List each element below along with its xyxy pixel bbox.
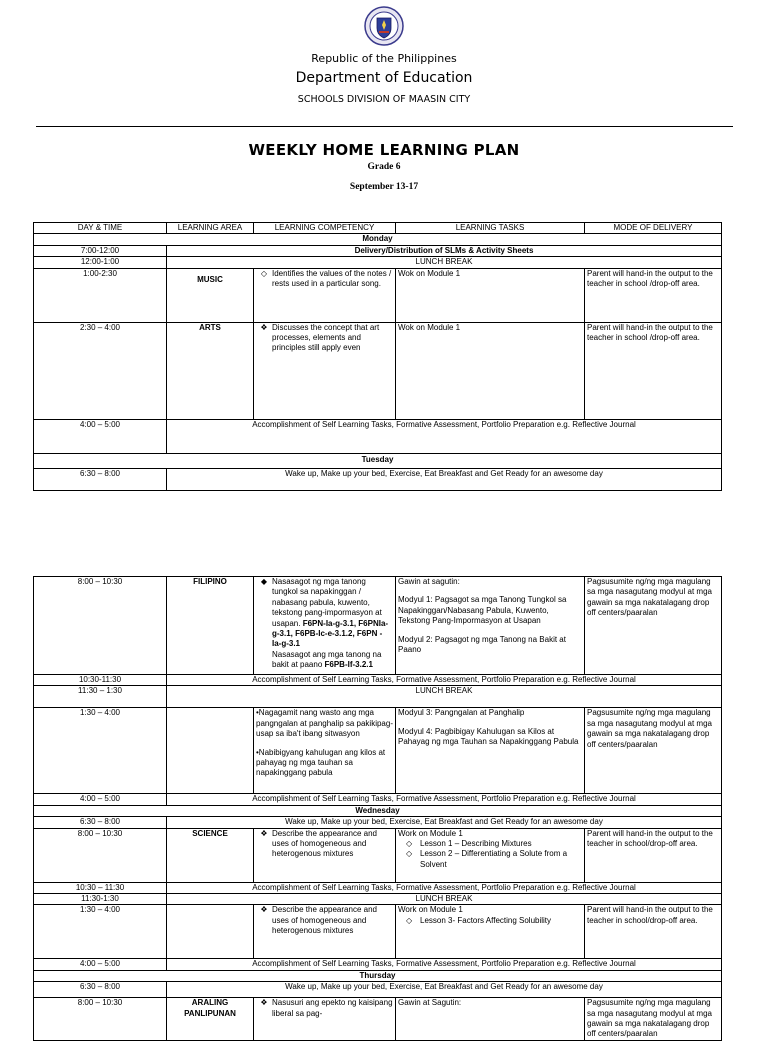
day-label: Thursday <box>34 970 722 981</box>
header-divider <box>36 126 733 127</box>
time-cell: 6:30 – 8:00 <box>34 468 167 490</box>
time-cell: 11:30 – 1:30 <box>34 686 167 708</box>
learning-area: ARTS <box>167 322 254 419</box>
bullet-icon: ❖ <box>260 998 268 1008</box>
bullet-icon: ◆ <box>260 577 268 586</box>
time-cell: 6:30 – 8:00 <box>34 817 167 828</box>
competency-cell: ❖ Discusses the concept that art processes, elements and principles still apply even <box>254 322 396 419</box>
competency-cell: ❖ Describe the appearance and uses of homogeneous and heterogenous mixtures <box>254 905 396 959</box>
list-item: ◇ Lesson 3- Factors Affecting Solubility <box>412 916 582 926</box>
learning-area <box>167 708 254 794</box>
division-text: SCHOOLS DIVISION OF MAASIN CITY <box>297 94 471 105</box>
bullet-icon: ◇ <box>260 268 268 278</box>
table-row <box>34 893 722 904</box>
time-cell: 7:00-12:00 <box>34 245 167 256</box>
time-cell: 12:00-1:00 <box>34 257 167 268</box>
delivery-cell: Parent will hand-in the output to the teacher in school /drop-off area. <box>585 268 722 322</box>
learning-area: SCIENCE <box>167 828 254 882</box>
learning-area: ARALING PANLIPUNAN <box>167 998 254 1041</box>
day-row <box>34 970 722 981</box>
activity-cell: Wake up, Make up your bed, Exercise, Eat Breakfast and Get Ready for an awesome day <box>167 982 722 998</box>
activity-cell: Accomplishment of Self Learning Tasks, Formative Assessment, Portfolio Preparation e.g. Reflective Journal <box>167 882 722 893</box>
table-row <box>34 828 722 882</box>
table-row <box>34 959 722 970</box>
competency-cell: ❖ Describe the appearance and uses of homogeneous and heterogenous mixtures <box>254 828 396 882</box>
republic-text: Republic of the Philippines <box>311 52 457 65</box>
time-cell: 2:30 – 4:00 <box>34 322 167 419</box>
day-row <box>34 805 722 816</box>
table-row <box>34 708 722 794</box>
activity-cell: LUNCH BREAK <box>167 257 722 268</box>
competency-cell: ❖ Nasusuri ang epekto ng kaisipang liberal sa pag- <box>254 998 396 1041</box>
table-row <box>34 257 722 268</box>
col-header: LEARNING COMPETENCY <box>254 223 396 234</box>
col-header: LEARNING TASKS <box>396 223 585 234</box>
time-cell: 4:00 – 5:00 <box>34 419 167 453</box>
time-cell: 10:30 – 11:30 <box>34 882 167 893</box>
competency-cell: •Nagagamit nang wasto ang mga pangngalan at panghalip sa pakikipag-usap sa iba't ibang sitwasyon •Nabibigyang kahulugan ang kilos at pahayag ng mga tauhan sa napakinggang pabula <box>254 708 396 794</box>
col-header: DAY & TIME <box>34 223 167 234</box>
time-cell: 8:00 – 10:30 <box>34 998 167 1041</box>
task-cell: Modyul 3: Pangngalan at Panghalip Modyul 4: Pagbibigay Kahulugan sa Kilos at Pahayag ng mga Tauhan sa Napakinggang Pabula <box>396 708 585 794</box>
learning-area: MUSIC <box>167 268 254 322</box>
task-cell: Wok on Module 1 <box>396 268 585 322</box>
delivery-cell: Parent will hand-in the output to the teacher in school/drop-off area. <box>585 905 722 959</box>
delivery-cell: Pagsusumite ng/ng mga magulang sa mga nasagutang modyul at mga gawain sa mga nakatalagang drop off centers/paaralan <box>585 998 722 1041</box>
bullet-icon: ❖ <box>260 905 268 915</box>
plan-table-2 <box>33 576 722 1041</box>
table-row <box>34 419 722 453</box>
learning-area <box>167 905 254 959</box>
task-cell: Wok on Module 1 <box>396 322 585 419</box>
time-cell: 1:00-2:30 <box>34 268 167 322</box>
time-cell: 4:00 – 5:00 <box>34 959 167 970</box>
time-cell: 1:30 – 4:00 <box>34 708 167 794</box>
table-row <box>34 817 722 828</box>
bullet-icon: ❖ <box>260 828 268 838</box>
activity-cell: Accomplishment of Self Learning Tasks, Formative Assessment, Portfolio Preparation e.g. Reflective Journal <box>167 419 722 453</box>
department-text: Department of Education <box>295 70 473 86</box>
competency-cell: ◆ Nasasagot ng mga tanong tungkol sa napakinggan / nabasang pabula, kuwento, tekstong pang-impormasyon at usapan. F6PN-Ia-g-3.1, F6PNIa-g-3.1, F6PB-Ic-e-3.1.2, F6PN - Ia-g-3.1 Nasasagot ang mga tanong na bakit at paano F6PB-If-3.2.1 <box>254 577 396 675</box>
activity-cell: Accomplishment of Self Learning Tasks, Formative Assessment, Portfolio Preparation e.g. Reflective Journal <box>167 794 722 805</box>
task-cell: Work on Module 1 ◇ Lesson 3- Factors Affecting Solubility <box>396 905 585 959</box>
time-cell: 10:30-11:30 <box>34 675 167 686</box>
learning-area: FILIPINO <box>167 577 254 675</box>
activity-cell: Accomplishment of Self Learning Tasks, Formative Assessment, Portfolio Preparation e.g. Reflective Journal <box>167 675 722 686</box>
day-label: Monday <box>34 234 722 245</box>
table-row <box>34 468 722 490</box>
activity-cell: Accomplishment of Self Learning Tasks, Formative Assessment, Portfolio Preparation e.g. Reflective Journal <box>167 959 722 970</box>
list-item: ◇ Lesson 1 – Describing Mixtures <box>412 839 582 849</box>
deped-seal <box>364 6 404 46</box>
activity-cell: Wake up, Make up your bed, Exercise, Eat Breakfast and Get Ready for an awesome day <box>167 468 722 490</box>
delivery-cell: Parent will hand-in the output to the teacher in school/drop-off area. <box>585 828 722 882</box>
page-title: WEEKLY HOME LEARNING PLAN <box>248 141 520 159</box>
day-row <box>34 234 722 245</box>
delivery-cell: Parent will hand-in the output to the teacher in school /drop-off area. <box>585 322 722 419</box>
table-row <box>34 268 722 322</box>
col-header: LEARNING AREA <box>167 223 254 234</box>
time-cell: 11:30-1:30 <box>34 893 167 904</box>
delivery-cell: Pagsusumite ng/ng mga magulang sa mga nasagutang modyul at mga gawain sa mga nakatalagang drop off centers/paaralan <box>585 577 722 675</box>
day-label: Tuesday <box>34 453 722 468</box>
table-row <box>34 322 722 419</box>
activity-cell: LUNCH BREAK <box>167 686 722 708</box>
delivery-cell: Pagsusumite ng/ng mga magulang sa mga nasagutang modyul at mga gawain sa mga nakatalagang drop off centers/paaralan <box>585 708 722 794</box>
table-header-row <box>34 223 722 234</box>
time-cell: 1:30 – 4:00 <box>34 905 167 959</box>
task-cell: Gawin at sagutin: Modyul 1: Pagsagot sa mga Tanong Tungkol sa Napakinggan/Nabasang Pabula, Kuwento, Tekstong Pang-Impormasyon at Usapan Modyul 2: Pagsagot ng mga Tanong na Bakit at Paano <box>396 577 585 675</box>
col-header: MODE OF DELIVERY <box>585 223 722 234</box>
plan-table-1 <box>33 222 722 491</box>
day-label: Wednesday <box>34 805 722 816</box>
date-label: September 13-17 <box>349 182 419 192</box>
time-cell: 8:00 – 10:30 <box>34 828 167 882</box>
table-row <box>34 577 722 675</box>
table-row <box>34 905 722 959</box>
time-cell: 6:30 – 8:00 <box>34 982 167 998</box>
activity-cell: LUNCH BREAK <box>167 893 722 904</box>
table-row <box>34 998 722 1041</box>
grade-label: Grade 6 <box>367 162 401 172</box>
task-cell: Work on Module 1 ◇ Lesson 1 – Describing Mixtures ◇ Lesson 2 – Differentiating a Solute from a Solvent <box>396 828 585 882</box>
table-row <box>34 982 722 998</box>
time-cell: 4:00 – 5:00 <box>34 794 167 805</box>
activity-cell: Wake up, Make up your bed, Exercise, Eat Breakfast and Get Ready for an awesome day <box>167 817 722 828</box>
bullet-icon: ❖ <box>260 322 268 332</box>
activity-cell: Delivery/Distribution of SLMs & Activity Sheets <box>167 245 722 256</box>
day-row <box>34 453 722 468</box>
table-row <box>34 794 722 805</box>
list-item: ◇ Lesson 2 – Differentiating a Solute from a Solvent <box>412 849 582 870</box>
table-row <box>34 245 722 256</box>
time-cell: 8:00 – 10:30 <box>34 577 167 675</box>
table-row <box>34 675 722 686</box>
task-cell: Gawin at Sagutin: <box>396 998 585 1041</box>
competency-cell: ◇ Identifies the values of the notes / rests used in a particular song. <box>254 268 396 322</box>
table-row <box>34 686 722 708</box>
table-row <box>34 882 722 893</box>
